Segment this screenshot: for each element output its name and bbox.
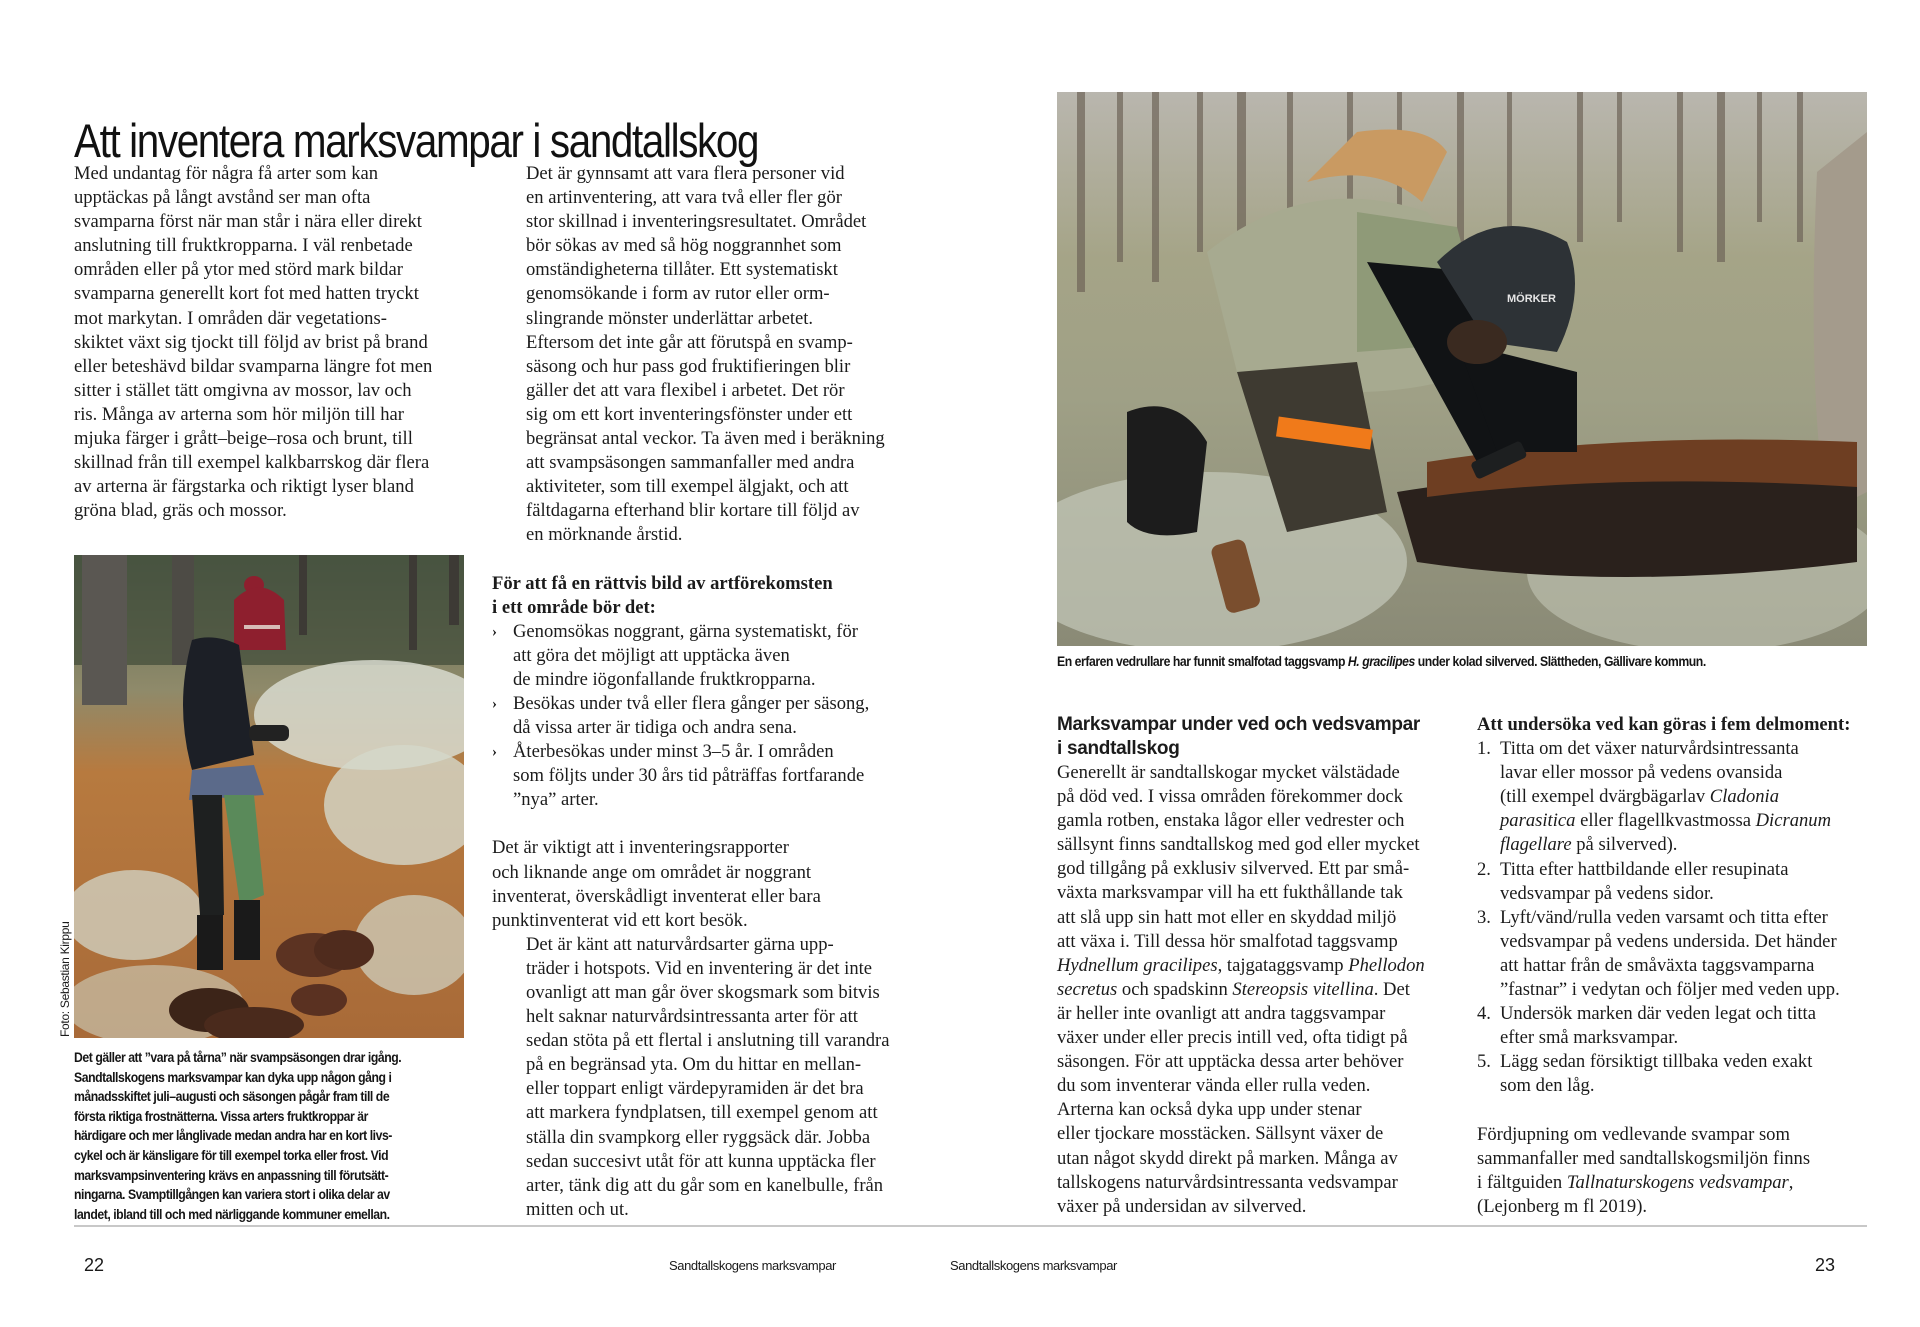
text-run: (till exempel dvärgbägarlav — [1500, 786, 1710, 808]
text-line — [1057, 761, 1477, 785]
text-run: Generellt är sandtallskogar mycket välstädade — [1057, 762, 1400, 783]
text-line: upptäckas på långt avstånd ser man ofta — [74, 187, 371, 209]
photo-man-rolling-wood — [1057, 92, 1867, 646]
text-line — [1500, 761, 1897, 785]
text-line: som följts under 30 års tid påträffas fortfarande — [513, 765, 865, 787]
text-line: säsong och hur pass god fruktifieringen blir — [526, 355, 851, 377]
text-run: efter små marksvampar. — [1500, 1027, 1679, 1049]
text-line: omständigheterna tillåter. Ett systematiskt — [526, 259, 838, 281]
text-run: Lyft/vänd/rulla veden varsamt och titta efter — [1500, 906, 1828, 928]
text-line: bör sökas av med så hög noggrannhet som — [526, 235, 842, 257]
text-line: månadsskiftet juli–augusti och säsongen pågår fram till de — [74, 1089, 390, 1105]
step-number: 4. — [1477, 1003, 1491, 1025]
text-line — [1057, 1050, 1477, 1074]
text-line: begränsat antal veckor. Ta även med i beräkning — [526, 428, 885, 450]
text-line: landet, ibland till och med närliggande kommuner emellan. — [74, 1206, 390, 1222]
text-line: och liknande ange om området är noggrant — [492, 861, 812, 883]
text-run: att hattar från de småväxta taggsvamparna — [1500, 954, 1815, 976]
text-line: genomsökande i form av rutor eller orm- — [526, 283, 830, 305]
text-line: skiktet växt sig tjockt till följd av brist på brand — [74, 331, 428, 353]
photo-credit: Foto: Sebastian Kirppu — [58, 921, 72, 1037]
text-line: skillnad från till exempel kalkbarrskog där flera — [74, 452, 430, 474]
left-photo-caption — [74, 1048, 474, 1224]
column-4 — [1477, 713, 1897, 1219]
text-run: Fördjupning om vedlevande svampar som — [1477, 1123, 1790, 1145]
italic-species-name: Tallnaturskogens vedsvampar — [1566, 1171, 1789, 1193]
text-run: (Lejonberg m fl 2019). — [1477, 1195, 1648, 1217]
text-line: träder i hotspots. Vid en inventering är det inte — [526, 957, 873, 979]
text-run: är heller inte ovanligt att andra taggsvampar — [1057, 1002, 1386, 1024]
text-line: Marksvampar under ved och vedsvampar — [1057, 714, 1421, 735]
text-line: att svampsäsongen sammanfaller med andra — [526, 452, 855, 474]
caption-species: H. gracilipes — [1347, 654, 1415, 669]
text-run: växta marksvampar vill ha ett fukthållande tak — [1057, 882, 1403, 904]
steps-heading: Att undersöka ved kan göras i fem delmoment: — [1477, 714, 1851, 735]
para-wood-fungi — [1057, 761, 1477, 1219]
text-line: stor skillnad i inventeringsresultatet. Området — [526, 211, 867, 233]
text-line: mitten och ut. — [526, 1198, 629, 1220]
column-3 — [1057, 713, 1477, 1219]
text-line — [1500, 809, 1897, 833]
text-line: att markera fyndplatsen, till exempel genom att — [526, 1102, 878, 1124]
text-run: lavar eller mossor på vedens ovansida — [1500, 762, 1783, 784]
text-run: sällsynt finns sandtallskog med god eller mycket — [1057, 834, 1420, 856]
section-heading-wood — [1057, 713, 1477, 761]
page-number-right: 23 — [1815, 1255, 1836, 1275]
text-line: Det gäller att ”vara på tårna” när svampsäsongen drar igång. — [74, 1050, 402, 1065]
intro-paragraph — [74, 162, 474, 523]
text-line: slingrande mönster underlättar arbetet. — [526, 307, 814, 329]
step-number: 3. — [1477, 906, 1491, 928]
text-line: mot markytan. I områden där vegetations- — [74, 307, 387, 329]
cap-logo-text: MÖRKER — [1507, 293, 1556, 305]
text-run: Titta om det växer naturvårdsintressanta — [1500, 738, 1799, 760]
text-run: att slå upp sin hatt mot eller en skyddad miljö — [1057, 906, 1397, 928]
text-line: eller beteshävd bildar svamparna längre fot men — [74, 355, 433, 377]
text-line — [1057, 1147, 1477, 1171]
text-line: För att få en rättvis bild av artförekomsten — [492, 572, 833, 594]
column-2 — [492, 162, 912, 1222]
step-item — [1477, 858, 1897, 906]
text-line — [1057, 954, 1477, 978]
text-line — [1057, 1002, 1477, 1026]
text-line: anslutning till fruktkropparna. I väl renbetade — [74, 235, 413, 257]
step-item — [1477, 1050, 1897, 1098]
text-line: punktinventerat vid ett kort besök. — [492, 909, 748, 931]
text-line — [1477, 1123, 1897, 1147]
text-line: Det är känt att naturvårdsarter gärna upp- — [526, 933, 834, 955]
text-line — [1500, 1074, 1897, 1098]
text-line — [1500, 978, 1897, 1002]
text-line — [1057, 1122, 1477, 1146]
para-season-flexibility — [492, 331, 912, 548]
step-number: 2. — [1477, 858, 1491, 880]
checklist-item — [492, 740, 912, 812]
text-line — [1057, 785, 1477, 809]
italic-species-name: secretus — [1057, 978, 1118, 1000]
text-line — [1500, 882, 1897, 906]
text-line — [1057, 1171, 1477, 1195]
text-line: ris. Många av arterna som hör miljön till har — [74, 403, 404, 425]
text-line — [1500, 1026, 1897, 1050]
text-line — [1057, 857, 1477, 881]
italic-species-name: Hydnellum gracilipes — [1057, 954, 1218, 976]
step-item — [1477, 737, 1897, 857]
photo-woman-inventory — [74, 555, 464, 1038]
text-line — [1477, 1195, 1897, 1219]
text-line: att göra det möjligt att upptäcka även — [513, 644, 790, 666]
text-line — [1500, 906, 1897, 930]
text-run: på död ved. I vissa områden förekommer dock — [1057, 786, 1403, 808]
text-run: Lägg sedan försiktigt tillbaka veden exakt — [1500, 1051, 1813, 1073]
step-item — [1477, 906, 1897, 1002]
text-run: vedsvampar på vedens sidor. — [1500, 882, 1714, 904]
text-run: Arterna kan också dyka upp under stenar — [1057, 1099, 1362, 1121]
page-title: Att inventera marksvampar i sandtallskog — [74, 114, 759, 168]
text-line: svamparna först när man står i nära eller direkt — [74, 211, 422, 233]
text-line: härdigare och mer långlivade medan andra har en kort livs- — [74, 1128, 392, 1144]
text-run: god tillgång på exklusiv silverved. Ett par små- — [1057, 858, 1410, 880]
text-line — [1057, 930, 1477, 954]
caption-text-after: under kolad silverved. Slättheden, Gällivare kommun. — [1414, 654, 1706, 669]
further-reading — [1477, 1123, 1897, 1219]
text-run: vedsvampar på vedens undersida. Det händer — [1500, 930, 1837, 952]
text-line: gäller det att vara flexibel i arbetet. Det rör — [526, 379, 845, 401]
text-line: marksvampsinventering krävs en anpassning till förutsätt- — [74, 1167, 389, 1183]
text-line: Genomsökas noggrant, gärna systematiskt, för — [513, 620, 858, 642]
text-line: ovanligt att man går över skogsmark som bitvis — [526, 982, 880, 1003]
text-line — [1477, 1171, 1897, 1195]
para-hotspots — [492, 933, 912, 1222]
text-line — [1500, 858, 1897, 882]
text-line: områden eller på ytor med störd mark bildar — [74, 259, 403, 281]
intro-text — [74, 162, 474, 523]
text-line: helt saknar naturvårdsintressanta arter för att — [526, 1006, 858, 1028]
right-photo-caption — [1057, 652, 1877, 672]
text-line: mjuka färger i grått–beige–rosa och brunt, till — [74, 428, 413, 450]
text-line: eller toppart enligt värdepyramiden är det bra — [526, 1078, 864, 1100]
text-line — [1500, 954, 1897, 978]
text-run: och spadskinn — [1117, 978, 1233, 1000]
text-line: sedan stöta på ett flertal i anslutning till varandra — [526, 1030, 890, 1052]
text-line — [1500, 737, 1897, 761]
text-line: de mindre iögonfallande fruktkropparna. — [513, 668, 816, 690]
step-number: 1. — [1477, 738, 1491, 760]
text-line: Besökas under två eller flera gånger per säsong, — [513, 692, 870, 714]
checklist-item — [492, 692, 912, 740]
text-line — [1477, 1147, 1897, 1171]
text-line — [1057, 906, 1477, 930]
text-line: aktiviteter, som till exempel älgjakt, och att — [526, 476, 849, 498]
text-run: . Det — [1373, 978, 1410, 1000]
caption-text-before: En erfaren vedrullare har funnit smalfotad taggsvamp — [1057, 654, 1348, 669]
text-run: utan något skydd direkt på marken. Många av — [1057, 1147, 1398, 1169]
italic-species-name: flagellare — [1500, 834, 1572, 856]
text-line — [1057, 881, 1477, 905]
checklist — [492, 620, 912, 813]
text-line — [1057, 1098, 1477, 1122]
text-run: gamla rotben, enstaka lågor eller vedrester och — [1057, 810, 1405, 832]
chevron-right-icon: › — [492, 695, 497, 712]
text-run: ”fastnar” i vedytan och följer med veden upp. — [1500, 979, 1840, 1001]
text-run: som den låg. — [1500, 1075, 1595, 1097]
text-run: , — [1788, 1171, 1794, 1193]
step-number: 5. — [1477, 1051, 1491, 1073]
italic-species-name: Dicranum — [1755, 810, 1832, 832]
footer-rule — [74, 1225, 1867, 1227]
text-run: du som inventerar vända eller rulla veden. — [1057, 1075, 1371, 1097]
forest-photo-illustration — [74, 555, 464, 1038]
text-line: ställa din svampkorg eller ryggsäck där. Jobba — [526, 1126, 871, 1148]
text-line: en mörknande årstid. — [526, 524, 683, 546]
italic-species-name: parasitica — [1500, 810, 1576, 832]
text-run: på silverved). — [1571, 834, 1678, 856]
text-run: säsongen. För att upptäcka dessa arter behöver — [1057, 1051, 1404, 1073]
text-run: Undersök marken där veden legat och titta — [1500, 1003, 1816, 1025]
text-line: i sandtallskog — [1057, 738, 1180, 759]
text-line: av arterna är färgstarka och riktigt lyser bland — [74, 476, 414, 498]
text-line: sig om ett kort inventeringsfönster under ett — [526, 403, 853, 425]
page-number-left: 22 — [84, 1255, 105, 1275]
text-line: sedan succesivt utåt för att kunna upptäcka fler — [526, 1150, 876, 1172]
text-run: sammanfaller med sandtallskogsmiljön finns — [1477, 1147, 1811, 1169]
text-line: i ett område bör det: — [492, 596, 656, 618]
text-line — [1057, 978, 1477, 1002]
text-line: arter, tänk dig att du går som en kanelbulle, från — [526, 1174, 884, 1196]
steps-list — [1477, 737, 1897, 1098]
italic-species-name: Phellodon — [1348, 954, 1425, 976]
text-line — [1057, 1074, 1477, 1098]
text-run: eller flagellkvastmossa — [1575, 810, 1756, 832]
para-team-inventory — [492, 162, 912, 331]
text-run: , tajgataggsvamp — [1217, 954, 1349, 976]
italic-species-name: Cladonia — [1709, 786, 1780, 808]
left-photo-caption-text — [74, 1048, 474, 1224]
text-line: ”nya” arter. — [513, 789, 599, 811]
running-footer-left: Sandtallskogens marksvampar — [669, 1258, 836, 1273]
text-line: inventerat, överskådligt inventerat eller bara — [492, 885, 821, 907]
text-run: växer på undersidan av silverved. — [1057, 1195, 1307, 1217]
text-line: ningarna. Svamptillgången kan variera stort i olika delar av — [74, 1187, 390, 1203]
text-line: första riktiga frostnätterna. Vissa arters fruktkroppar är — [74, 1108, 368, 1124]
text-line: en artinventering, att vara två eller fler gör — [526, 187, 842, 209]
checklist-heading — [492, 572, 912, 620]
text-line: Återbesökas under minst 3–5 år. I områden — [513, 741, 834, 763]
text-run: Titta efter hattbildande eller resupinata — [1500, 858, 1789, 880]
text-run: eller tjockare mosstäcken. Sällsynt växer de — [1057, 1123, 1384, 1145]
text-line — [1057, 1026, 1477, 1050]
forest-wood-photo-illustration — [1057, 92, 1867, 646]
text-line — [1500, 930, 1897, 954]
text-line — [1057, 833, 1477, 857]
text-run: i fältguiden — [1477, 1171, 1567, 1193]
text-run: växer under eller precis intill ved, ofta tidigt på — [1057, 1027, 1408, 1049]
chevron-right-icon: › — [492, 744, 497, 761]
text-run: tallskogens naturvårdsintressanta vedsvampar — [1057, 1171, 1398, 1193]
text-line — [1500, 833, 1897, 857]
text-run: att växa i. Till dessa hör smalfotad taggsvamp — [1057, 930, 1398, 952]
text-line — [1500, 1002, 1897, 1026]
text-line: på en begränsad yta. Om du hittar en mellan- — [526, 1054, 862, 1076]
text-line: Sandtallskogens marksvampar kan dyka upp någon gång i — [74, 1069, 392, 1085]
checklist-item — [492, 620, 912, 692]
text-line: sitter i stället tätt omgivna av mossor, lav och — [74, 379, 412, 401]
text-line: Det är viktigt att i inventeringsrapporter — [492, 837, 789, 859]
text-line: Med undantag för några få arter som kan — [74, 163, 379, 184]
text-line: svamparna generellt kort fot med hatten tryckt — [74, 283, 419, 305]
text-line: fältdagarna efterhand blir kortare till följd av — [526, 500, 860, 522]
text-line — [1500, 1050, 1897, 1074]
text-line: gröna blad, gräs och mossor. — [74, 500, 287, 522]
step-item — [1477, 1002, 1897, 1050]
text-line — [1057, 809, 1477, 833]
text-line: cykel och är känsligare för till exempel torka eller frost. Vid — [74, 1147, 389, 1163]
text-line: då vissa arter är tidiga och andra sena. — [513, 717, 797, 739]
text-line: Det är gynnsamt att vara flera personer vid — [526, 163, 845, 184]
text-line — [1057, 1195, 1477, 1219]
running-footer-right: Sandtallskogens marksvampar — [950, 1258, 1117, 1273]
text-line: Eftersom det inte går att förutspå en svamp- — [526, 331, 853, 353]
para-report-accuracy — [492, 836, 912, 932]
italic-species-name: Stereopsis vitellina — [1232, 978, 1374, 1000]
chevron-right-icon: › — [492, 623, 497, 640]
text-line — [1500, 785, 1897, 809]
